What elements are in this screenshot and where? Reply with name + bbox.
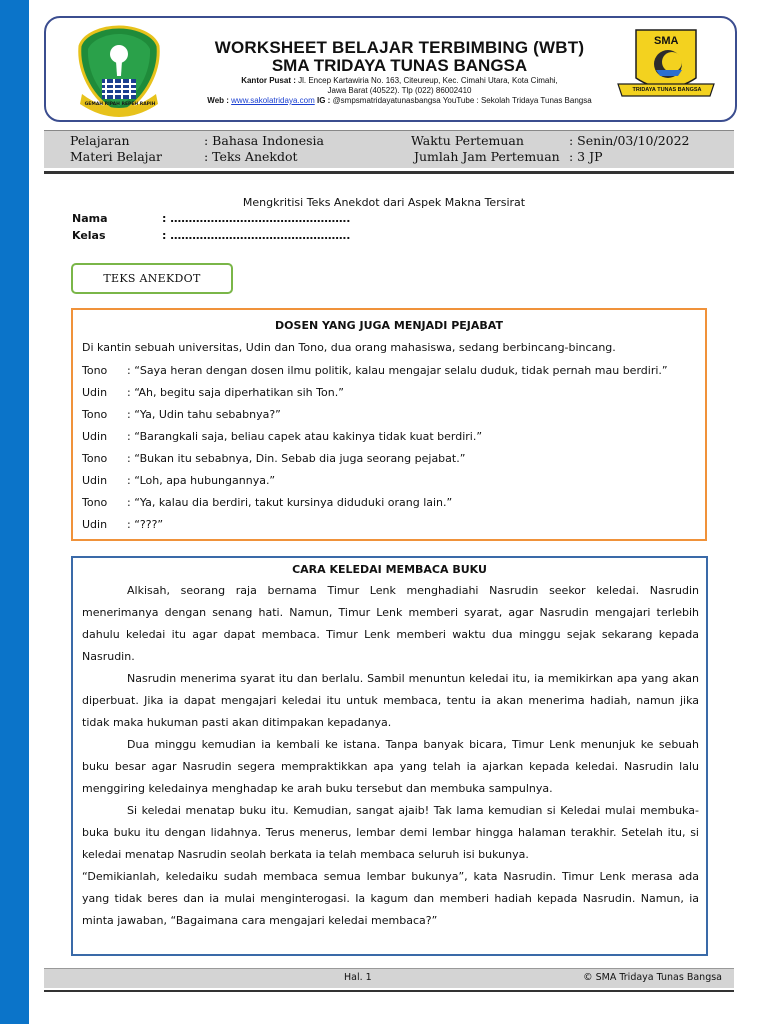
page-number: Hal. 1 [344,972,372,983]
web-label: Web : [207,96,229,105]
dialogue-line: : “Loh, apa hubungannya.” [127,474,276,487]
story-box [71,556,708,956]
dialogue-line: : “Ya, Udin tahu sebabnya?” [127,408,281,421]
left-accent-bar [0,0,29,1024]
meeting-hours-label: Jumlah Jam Pertemuan [414,149,560,164]
meeting-time-value: : Senin/03/10/2022 [569,133,690,148]
dialogue-speaker: Tono [82,408,108,421]
page-footer [44,968,734,988]
dialogue-speaker: Udin [82,430,108,443]
worksheet-title: WORKSHEET BELAJAR TERBIMBING (WBT) [214,38,585,57]
story-paragraph: Si keledai menatap buku itu. Kemudian, sangat ajaib! Tak lama kemudian si Keledai mulai membuka-buka buku itu dengan lidahnya. Terus menerus, lembar demi lembar hingga halaman terakhir. Setelah itu, si keledai menatap Nasrudin seolah berkata ia telah membaca seluruh isi bukunya. [82,804,699,861]
dialogue-speaker: Tono [82,452,108,465]
worksheet-topic-title: Mengkritisi Teks Anekdot dari Aspek Makna Tersirat [242,196,526,209]
office-label: Kantor Pusat : [241,76,296,85]
material-value: : Teks Anekdot [204,149,298,164]
subject-value: : Bahasa Indonesia [204,133,324,148]
dialogue-speaker: Tono [82,364,108,377]
dialogue-line: : “Ya, kalau dia berdiri, takut kursinya diduduki orang lain.” [127,496,453,509]
dialogue-speaker: Udin [82,386,108,399]
logo-ribbon-text: TRIDAYA TUNAS BANGSA [632,87,702,93]
school-name: SMA TRIDAYA TUNAS BANGSA [271,56,528,75]
ig-label: IG : [316,96,331,105]
meeting-hours-value: : 3 JP [569,149,603,164]
footer-copyright: © SMA Tridaya Tunas Bangsa [583,972,722,983]
story-title: CARA KELEDAI MEMBACA BUKU [292,563,487,576]
story-paragraph: Alkisah, seorang raja bernama Timur Lenk menghadiahi Nasrudin seekor keledai. Nasrudin menerimanya dengan senang hati. Namun, Timur Lenk memberi syarat, agar Nasrudin mengajari terlebih dahulu keledai itu agar dapat membaca. Timur Lenk memberi waktu dua minggu sejak sekarang kepada Nasrudin. [82,584,699,663]
anecdote-box [71,308,707,541]
youtube-label: YouTube : [442,96,479,105]
website-link[interactable]: www.sakolatridaya.com [231,96,315,105]
dialogue-speaker: Tono [82,496,108,509]
story-paragraph: Dua minggu kemudian ia kembali ke istana. Tanpa banyak bicara, Timur Lenk menunjuk ke sebuah buku besar agar Nasrudin segera mempraktikkan apa yang telah ia ajarkan kepada keledai. Nasrudin lalu menggiring keledainya menghadap ke arah buku tersebut dan membuka sampulnya. [82,738,699,795]
ig-handle: @smpsmatridayatunasbangsa [332,96,441,105]
section-badge-teks-anekdot: TEKS ANEKDOT [71,263,233,294]
dialogue-speaker: Udin [82,518,108,531]
dialogue-line: : “Ah, begitu saja diperhatikan sih Ton.” [127,386,344,399]
class-label: Kelas [72,229,106,242]
story-body [82,580,699,932]
logo-motto-text: GEMAH RIPAH REPEH RAPIH [84,102,156,107]
anecdote-title: DOSEN YANG JUGA MENJADI PEJABAT [275,319,503,332]
name-field[interactable]: : …………………………………………. [162,212,351,225]
dialogue-line: : “Bukan itu sebabnya, Din. Sebab dia juga seorang pejabat.” [127,452,466,465]
office-address-line2: Jawa Barat (40522). Tlp (022) 86002410 [327,86,472,95]
anecdote-intro: Di kantin sebuah universitas, Udin dan Tono, dua orang mahasiswa, sedang berbincang-bincang. [82,341,616,354]
story-paragraph: “Demikianlah, keledaiku sudah membaca semua lembar bukunya”, kata Nasrudin. Timur Lenk merasa ada yang tidak beres dan ia mulai menginterogasi. Ia kagum dan memberi hadiah kepada Nasrudin. Namun, ia minta jawaban, “Bagaimana cara mengajari keledai membaca?” [82,870,699,927]
subject-label: Pelajaran [70,133,130,148]
material-label: Materi Belajar [70,149,162,164]
meeting-time-label: Waktu Pertemuan [411,133,524,148]
dialogue-speaker: Udin [82,474,108,487]
dialogue-line: : “Barangkali saja, beliau capek atau kakinya tidak kuat berdiri.” [127,430,483,443]
school-header [44,16,737,122]
story-paragraph: Nasrudin menerima syarat itu dan berlalu. Sambil menuntun keledai itu, ia memikirkan apa yang akan diperbuat. Jika ia dapat mengajari keledai itu untuk membaca, tentu ia akan menerima hadiah, namun jika tidak maka hukuman pasti akan ditimpakan kepadanya. [82,672,699,729]
logo-sma-text: SMA [654,35,679,47]
dialogue-line: : “Saya heran dengan dosen ilmu politik, kalau mengajar selalu duduk, tidak pernah mau berdiri.” [127,364,668,377]
lesson-info-bar [44,130,734,168]
class-field[interactable]: : …………………………………………. [162,229,351,242]
office-address-text: Jl. Encep Kartawiria No. 163, Citeureup, Kec. Cimahi Utara, Kota Cimahi, [298,76,558,85]
dialogue-line: : “???” [127,518,164,531]
youtube-name: Sekolah Tridaya Tunas Bangsa [480,96,592,105]
name-label: Nama [72,212,108,225]
